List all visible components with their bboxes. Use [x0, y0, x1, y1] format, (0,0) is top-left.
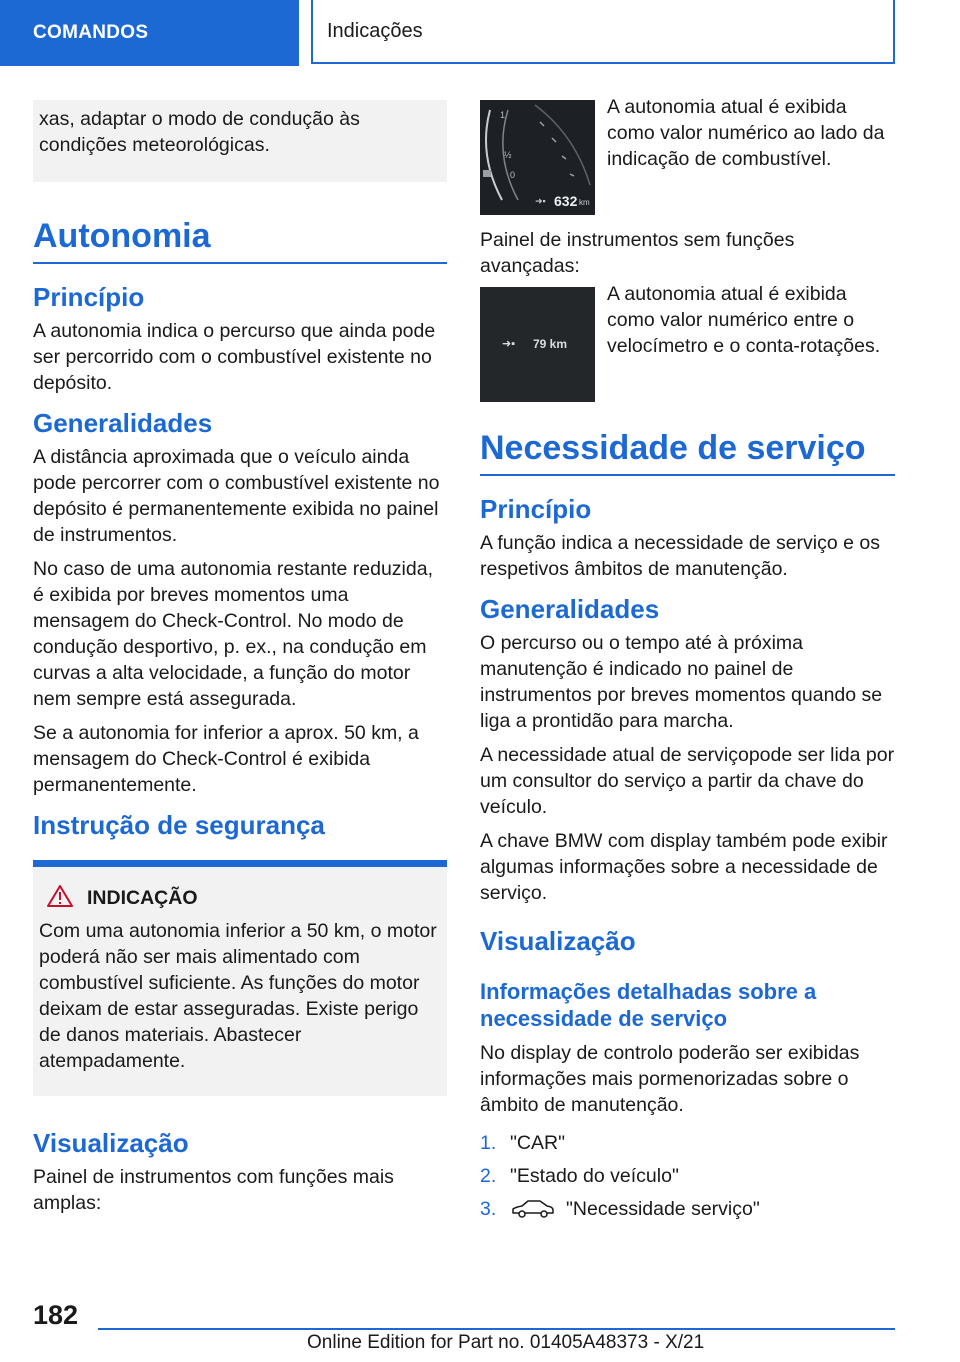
heading-display: Visualização — [33, 1128, 189, 1158]
section-tab: COMANDOS — [0, 0, 299, 66]
car-icon — [510, 1199, 556, 1219]
instrument-cluster-image — [480, 100, 595, 215]
step-number: 3. — [480, 1198, 497, 1220]
right-column — [480, 96, 895, 1229]
intro-text: xas, adaptar o modo de condução às condições meteorológicas. — [39, 108, 360, 156]
basic-cluster-image — [480, 287, 595, 402]
notice-box — [33, 860, 447, 1096]
notice-title: INDICAÇÃO — [87, 887, 198, 909]
general-paragraph-1: O percurso ou o tempo até à próxima manutenção é indicado no painel de instrumentos por breves momentos quando se liga a prontidão para marcha. — [480, 632, 883, 732]
fuel-pump-icon: ➜▪ — [502, 338, 516, 350]
step-number: 2. — [480, 1165, 497, 1187]
heading-general: Generalidades — [33, 408, 213, 438]
chapter-title: Indicações — [311, 0, 895, 64]
general-paragraph-3: A chave BMW com display também pode exibir algumas informações sobre a necessidade de serviço. — [480, 830, 888, 904]
continued-text-box — [33, 100, 447, 182]
heading-display: Visualização — [480, 926, 636, 956]
heading-general: Generalidades — [480, 594, 660, 624]
steps-list — [480, 1130, 895, 1222]
general-paragraph-1: A distância aproximada que o veículo ainda pode percorrer com o combustível existente no depósito é permanentemente exibida no painel de instrumentos. — [33, 446, 440, 546]
basic-display-figure — [480, 283, 895, 402]
footer-rule — [98, 1328, 895, 1330]
range-value: 632 — [554, 193, 578, 209]
list-item — [480, 1163, 895, 1189]
advanced-display-figure — [480, 96, 895, 215]
notice-text: Com uma autonomia inferior a 50 km, o motor poderá não ser mais alimentado com combustível suficiente. As funções do motor deixam de estar asseguradas. Existe perigo de danos materiais. Abastecer atempadamente. — [39, 920, 437, 1072]
notice-header — [39, 885, 441, 912]
general-paragraph-3: Se a autonomia for inferior a aprox. 50 km, a mensagem do Check-Control é exibida permanentemente. — [33, 722, 419, 796]
range-unit: km — [579, 198, 590, 207]
gauge-label-full: 1 — [500, 110, 506, 120]
gauge-label-half: ½ — [504, 150, 512, 160]
range-readout: 79 km — [533, 337, 568, 351]
display-text: Painel de instrumentos com funções mais amplas: — [33, 1166, 394, 1214]
edition-note: Online Edition for Part no. 01405A48373 - X/21 — [307, 1332, 705, 1353]
basic-display-caption: A autonomia atual é exibida como valor numérico entre o velocímetro e o conta-rotações. — [607, 283, 881, 357]
heading-details: Informações detalhadas sobre a necessidade de serviço — [480, 979, 817, 1031]
step-text: "CAR" — [510, 1132, 566, 1154]
heading-principle: Princípio — [33, 282, 145, 312]
page-header — [0, 0, 960, 66]
step-text: "Necessidade serviço" — [566, 1198, 760, 1220]
general-paragraph-2: A necessidade atual de serviçopode ser lida por um consultor do serviço a partir da chave do veículo. — [480, 744, 895, 818]
heading-principle: Princípio — [480, 494, 592, 524]
step-text: "Estado do veículo" — [510, 1165, 679, 1187]
heading-service-need: Necessidade de serviço — [480, 430, 895, 476]
heading-safety: Instrução de segurança — [33, 810, 325, 840]
principle-text: A função indica a necessidade de serviço e os respetivos âmbitos de manutenção. — [480, 532, 881, 580]
details-text: No display de controlo poderão ser exibidas informações mais pormenorizadas sobre o âmbito de manutenção. — [480, 1042, 860, 1116]
step-number: 1. — [480, 1132, 497, 1154]
advanced-display-caption: A autonomia atual é exibida como valor numérico ao lado da indicação de combustível. — [607, 96, 885, 170]
list-item — [480, 1196, 895, 1222]
list-item — [480, 1130, 895, 1156]
heading-autonomia: Autonomia — [33, 218, 447, 264]
left-column — [33, 100, 447, 1224]
basic-display-intro: Painel de instrumentos sem funções avançadas: — [480, 229, 795, 277]
principle-text: A autonomia indica o percurso que ainda pode ser percorrido com o combustível existente no depósito. — [33, 320, 436, 394]
gauge-label-empty: 0 — [510, 170, 516, 180]
warning-triangle-icon — [47, 885, 73, 912]
page-number: 182 — [33, 1300, 79, 1330]
fuel-pump-icon: ➜▪ — [535, 196, 546, 206]
general-paragraph-2: No caso de uma autonomia restante reduzida, é exibida por breves momentos uma mensagem do Check-Control. No modo de condução desportivo, p. ex., na condução em curvas a alta velocidade, a função do motor nem sempre está assegurada. — [33, 558, 433, 710]
